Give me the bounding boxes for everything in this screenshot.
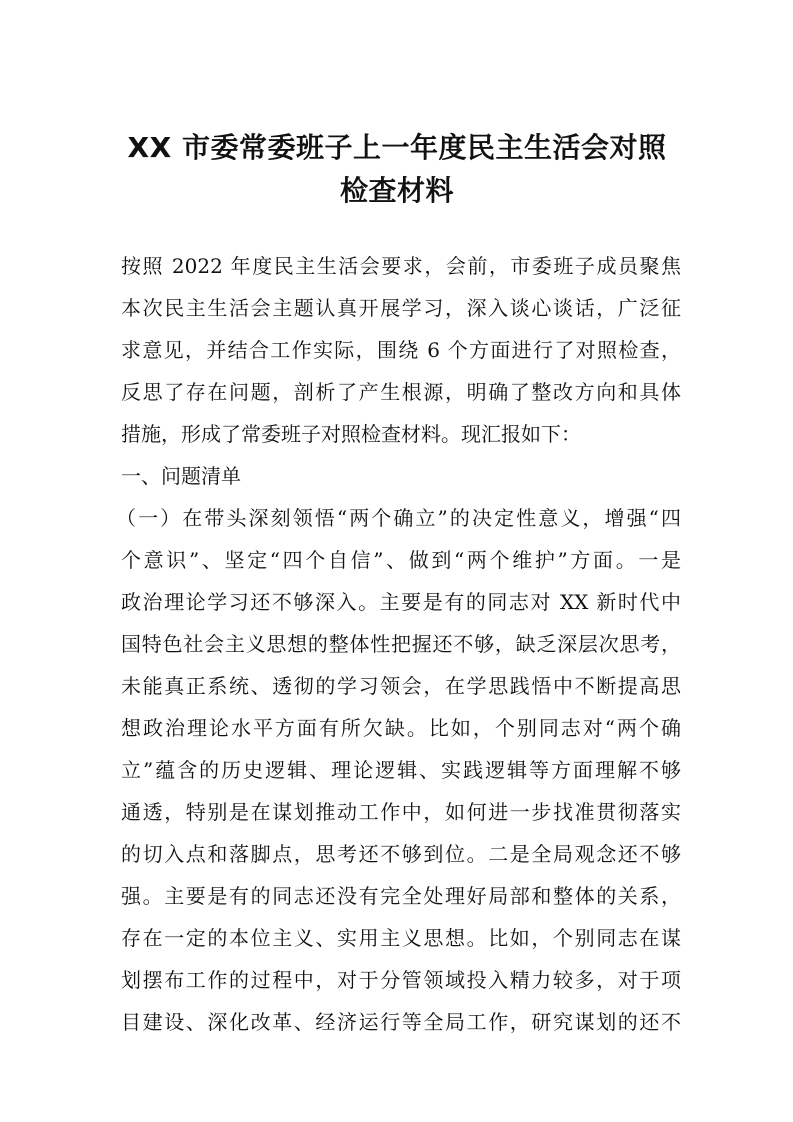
- body-line: 强。主要是有的同志还没有完全处理好局部和整体的关系，: [121, 884, 681, 908]
- document-title-line-2: 检查材料: [339, 174, 454, 207]
- body-line: 立”蕴含的历史逻辑、理论逻辑、实践逻辑等方面理解不够: [121, 758, 681, 782]
- section-heading: 一、问题清单: [121, 464, 241, 488]
- body-line: 划摆布工作的过程中，对于分管领域投入精力较多，对于项: [121, 968, 681, 992]
- body-line: 想政治理论水平方面有所欠缺。比如，个别同志对“两个确: [121, 716, 681, 740]
- body-line: 目建设、深化改革、经济运行等全局工作，研究谋划的还不: [121, 1010, 681, 1034]
- body-line: 的切入点和落脚点，思考还不够到位。二是全局观念还不够: [121, 842, 681, 866]
- body-line: 存在一定的本位主义、实用主义思想。比如，个别同志在谋: [121, 926, 681, 950]
- document-title-line-1: XX 市委常委班子上一年度民主生活会对照: [127, 131, 667, 164]
- body-line: 政治理论学习还不够深入。主要是有的同志对 XX 新时代中: [121, 590, 681, 614]
- body-line: 未能真正系统、透彻的学习领会，在学思践悟中不断提高思: [121, 674, 681, 698]
- body-line: 措施，形成了常委班子对照检查材料。现汇报如下：: [121, 422, 581, 446]
- body-line: 国特色社会主义思想的整体性把握还不够，缺乏深层次思考，: [121, 632, 681, 656]
- body-line: 个意识”、坚定“四个自信”、做到“两个维护”方面。一是: [121, 548, 681, 572]
- body-line: 求意见，并结合工作实际，围绕 6 个方面进行了对照检查，: [121, 338, 681, 362]
- body-line: 通透，特别是在谋划推动工作中，如何进一步找准贯彻落实: [121, 800, 681, 824]
- body-line: 按照 2022 年度民主生活会要求，会前，市委班子成员聚焦: [121, 254, 681, 278]
- body-line: 本次民主生活会主题认真开展学习，深入谈心谈话，广泛征: [121, 296, 681, 320]
- body-line: （一）在带头深刻领悟“两个确立”的决定性意义，增强“四: [116, 506, 681, 530]
- body-line: 反思了存在问题，剖析了产生根源，明确了整改方向和具体: [121, 380, 681, 404]
